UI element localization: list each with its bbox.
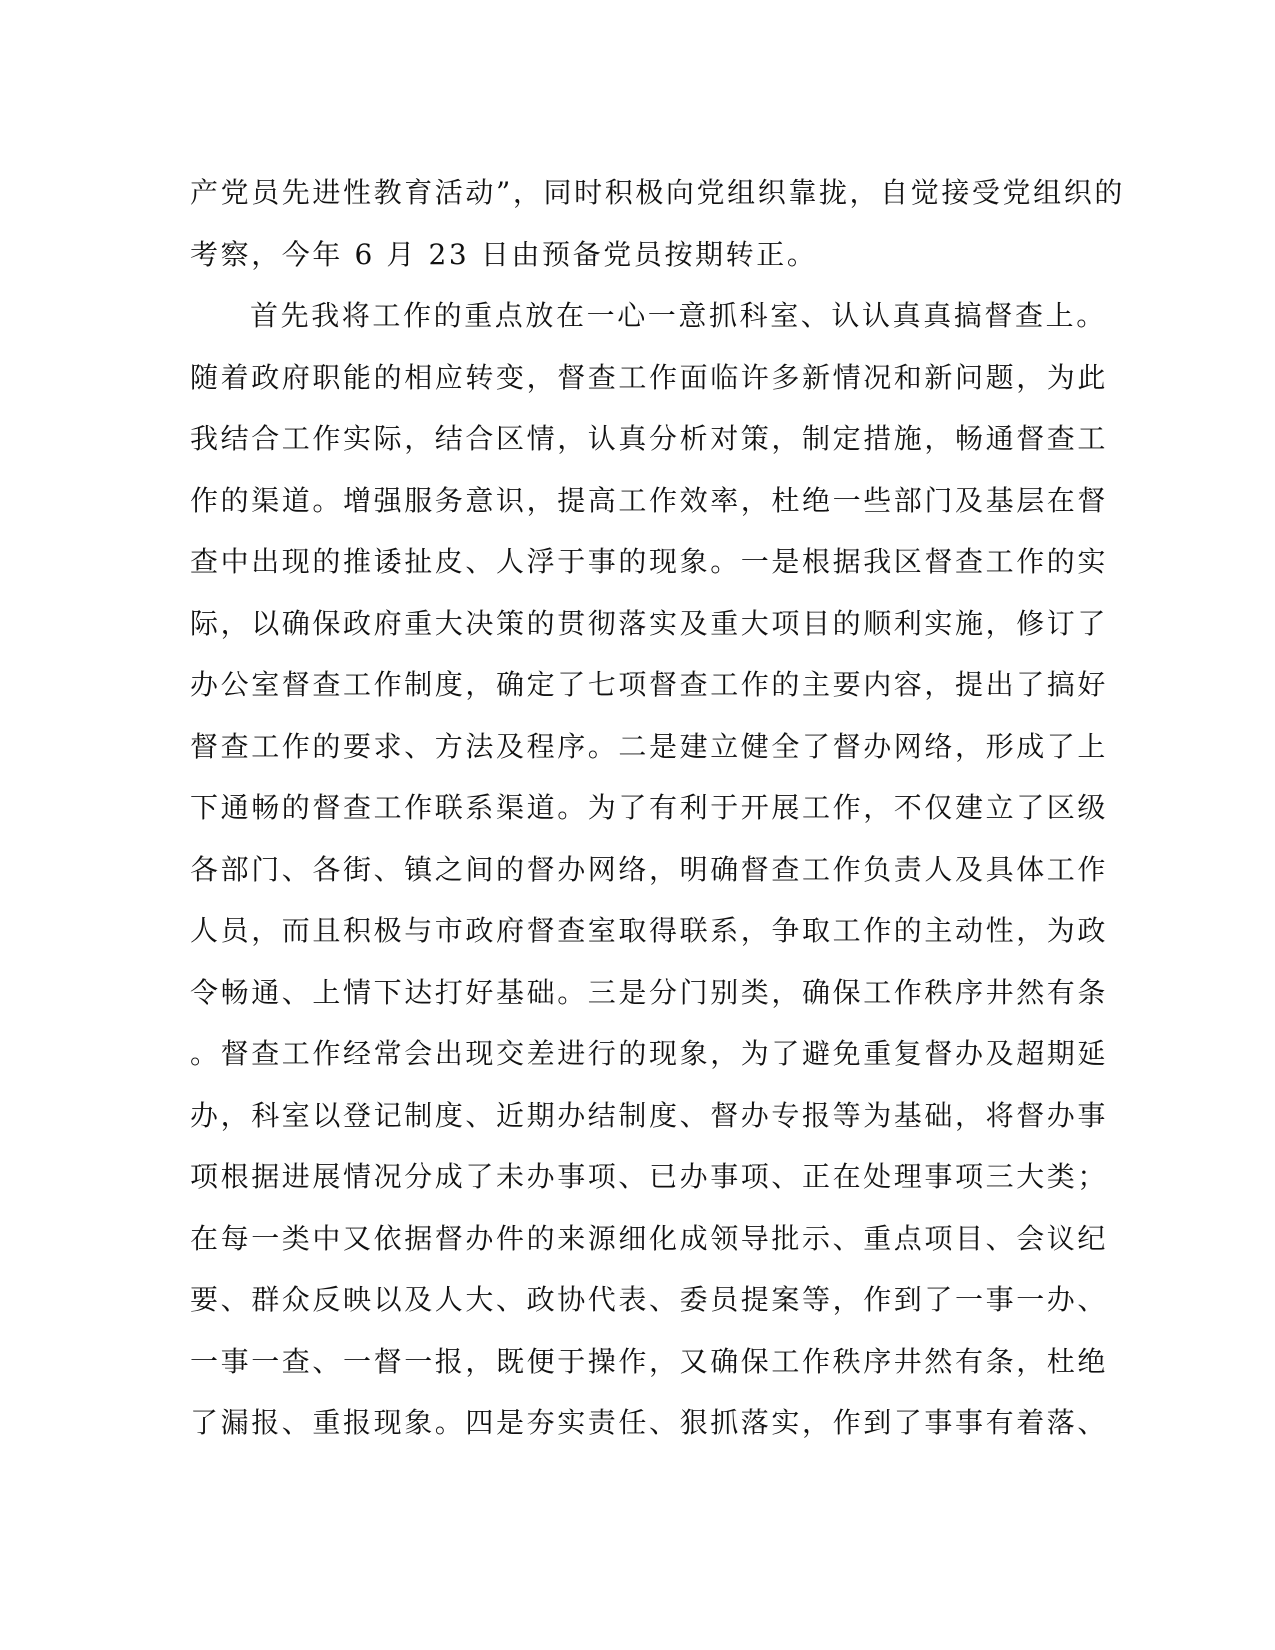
text-line: 我结合工作实际，结合区情，认真分析对策，制定措施，畅通督查工	[190, 422, 1109, 455]
text-line: 办，科室以登记制度、近期办结制度、督办专报等为基础，将督办事	[190, 1098, 1109, 1132]
text-line: 在每一类中又依据督办件的来源细化成领导批示、重点项目、会议纪	[190, 1221, 1109, 1255]
text-line: 下通畅的督查工作联系渠道。为了有利于开展工作，不仅建立了区级	[190, 791, 1109, 824]
text-line: 要、群众反映以及人大、政协代表、委员提案等，作到了一事一办、	[190, 1283, 1109, 1316]
text-line: 作的渠道。增强服务意识，提高工作效率，杜绝一些部门及基层在督	[190, 483, 1109, 517]
text-line: 项根据进展情况分成了未办事项、已办事项、正在处理事项三大类；	[190, 1160, 1109, 1193]
text-line: 各部门、各街、镇之间的督办网络，明确督查工作负责人及具体工作	[190, 852, 1109, 886]
paragraph-first-line: 首先我将工作的重点放在一心一意抓科室、认认真真搞督查上。	[250, 299, 1107, 332]
text-line: 一事一查、一督一报，既便于操作，又确保工作秩序井然有条，杜绝	[190, 1344, 1109, 1378]
text-line: 随着政府职能的相应转变，督查工作面临许多新情况和新问题，为此	[190, 360, 1109, 394]
text-line: 办公室督查工作制度，确定了七项督查工作的主要内容，提出了搞好	[190, 668, 1109, 701]
text-line: 考察，今年 6 月 23 日由预备党员按期转正。	[190, 237, 818, 271]
text-line: 了漏报、重报现象。四是夯实责任、狠抓落实，作到了事事有着落、	[190, 1406, 1109, 1439]
body-text	[190, 162, 1125, 1454]
text-line: 督查工作的要求、方法及程序。二是建立健全了督办网络，形成了上	[190, 729, 1109, 763]
text-line: 令畅通、上情下达打好基础。三是分门别类，确保工作秩序井然有条	[190, 975, 1109, 1009]
text-line: 查中出现的推诿扯皮、人浮于事的现象。一是根据我区督查工作的实	[190, 545, 1109, 578]
text-line: 产党员先进性教育活动”，同时积极向党组织靠拢，自觉接受党组织的	[190, 176, 1125, 209]
text-line: 际，以确保政府重大决策的贯彻落实及重大项目的顺利实施，修订了	[190, 606, 1109, 640]
text-line: 人员，而且积极与市政府督查室取得联系，争取工作的主动性，为政	[190, 914, 1109, 947]
text-line: 。督查工作经常会出现交差进行的现象，为了避免重复督办及超期延	[190, 1037, 1109, 1070]
